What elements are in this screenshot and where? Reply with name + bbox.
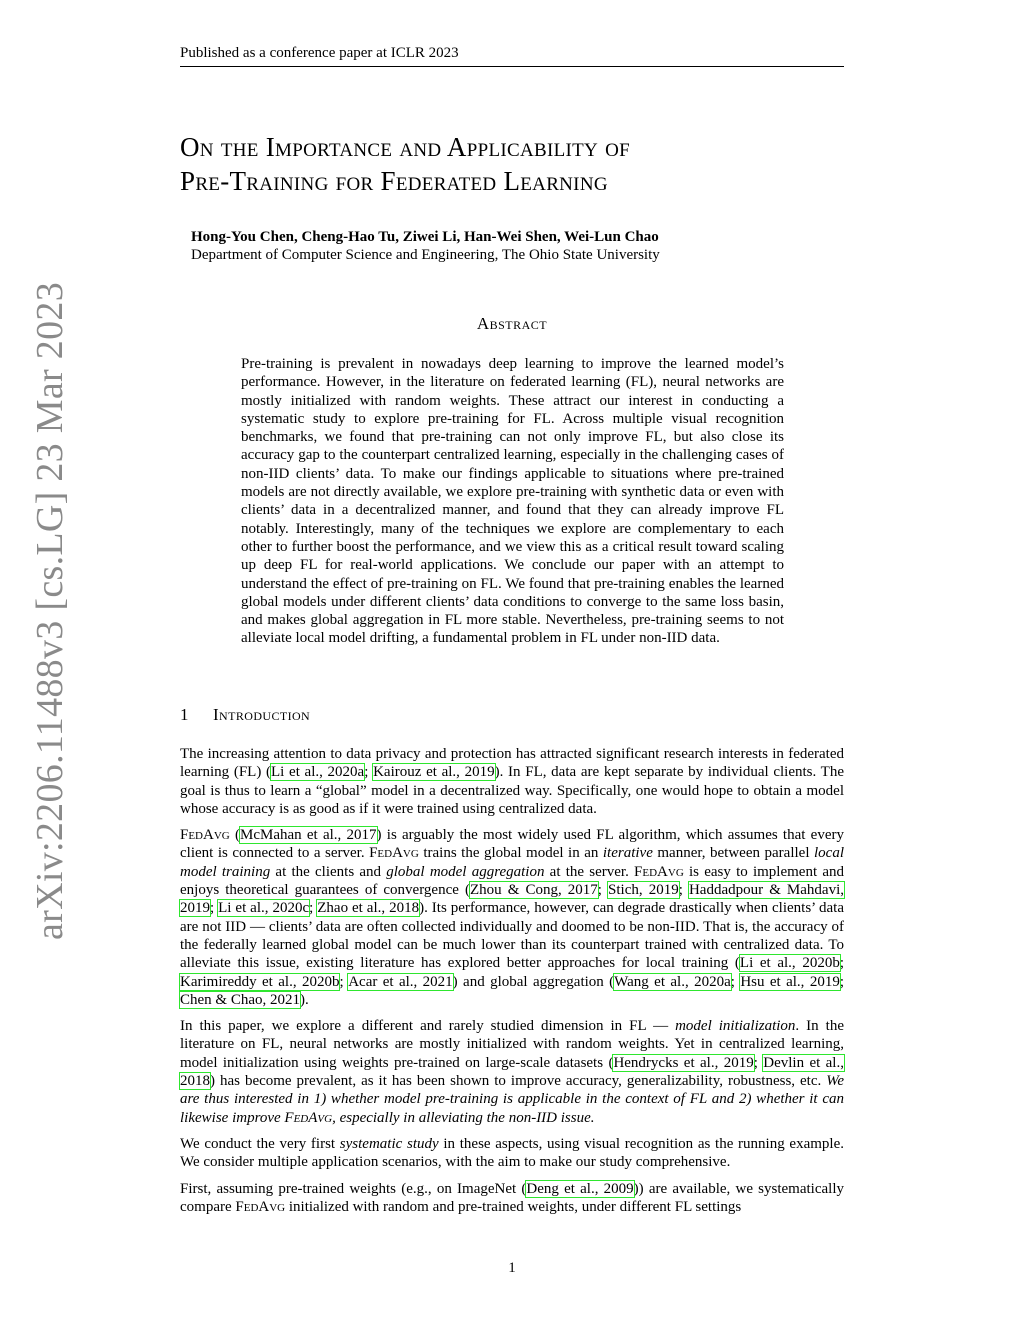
text-span: First, assuming pre-trained weights (e.g., on ImageNet (	[180, 1180, 527, 1197]
text-span: ;	[730, 973, 741, 990]
text-span: ;	[839, 955, 844, 972]
paragraph-3	[180, 1017, 844, 1127]
citation-link[interactable]: Devlin et al., 2018	[180, 1054, 844, 1090]
emphasis: iterative	[602, 845, 653, 862]
citation-link[interactable]: Deng et al., 2009	[526, 1180, 634, 1197]
page-number: 1	[508, 1260, 516, 1276]
text-span: ).	[300, 991, 309, 1008]
citation-link[interactable]: Kairouz et al., 2019	[373, 764, 495, 781]
venue-header: Published as a conference paper at ICLR 2023	[180, 43, 844, 67]
text-span: ;	[364, 764, 374, 781]
emphasis: global model aggregation	[386, 863, 545, 880]
text-span: (	[229, 827, 240, 844]
text-span: ;	[753, 1054, 764, 1071]
text-span: ;	[597, 882, 609, 899]
abstract-heading: Abstract	[476, 314, 548, 333]
paragraph-5	[180, 1180, 844, 1217]
text-span: ;	[210, 900, 219, 917]
paragraph-1	[180, 745, 844, 818]
text-span: is easy to implement and enjoys theoretical guarantees of convergence (	[180, 863, 844, 899]
arxiv-stamp: arXiv:2206.11488v3 [cs.LG] 23 Mar 2023	[29, 282, 71, 940]
method-name: FedAvg	[369, 845, 419, 862]
text-span: trains the global model in an	[418, 845, 603, 862]
text-span: manner, between parallel	[652, 845, 814, 862]
text-span: ) and global aggregation (	[452, 973, 615, 990]
text-span: initialized with random and pre-trained weights, under different FL settings	[285, 1198, 742, 1215]
method-name: FedAvg	[235, 1198, 286, 1215]
section-number: 1	[180, 705, 189, 724]
emphasis: systematic study	[339, 1135, 439, 1152]
citation-link[interactable]: Li et al., 2020c	[218, 900, 310, 917]
citation-link[interactable]: Li et al., 2020a	[271, 764, 365, 781]
emphasis: We are thus interested in 1) whether model pre-training is applicable in the context of FL and 2) whether it can likewise improve	[180, 1073, 844, 1126]
abstract-text: Pre-training is prevalent in nowadays deep learning to improve the learned model’s performance. However, in the literature on federated learning (FL), neural networks are mostly initialized with random weights. These attract our interest in conducting a systematic study to explore pre-training for FL. Across multiple visual recognition benchmarks, we found that pre-training can not only improve FL, but also close its accuracy gap to the counterpart centralized learning, especially in the challenging cases of non-IID clients’ data. To make our findings applicable to situations where pre-trained models are not directly available, we explore pre-training with synthetic data or even with clients’ data in a decentralized manner, and found that they can already improve FL notably. Interestingly, many of the techniques we explore are complementary to each other to further boost the performance, and we view this as a critical result toward scaling up deep FL for real-world applications. We conclude our paper with an attempt to understand the effect of pre-training on FL. We found that pre-training enables the learned global models under different clients’ data conditions to converge to the same loss basin, and makes global aggregation in FL more stable. Nevertheless, pre-training seems to not alleviate local model drifting, a fundamental problem in FL under non-IID data.	[241, 356, 784, 647]
text-span: We conduct the very first	[180, 1135, 340, 1152]
text-span: ) is arguably the most widely used FL algorithm, which assumes that every client is connected to a server.	[180, 827, 844, 862]
section-heading	[180, 704, 844, 726]
citation-link[interactable]: Acar et al., 2021	[348, 973, 453, 990]
citation-link[interactable]: Stich, 2019	[608, 882, 679, 899]
emphasis: local model training	[180, 845, 844, 880]
method-name: FedAvg	[180, 827, 230, 844]
text-span: ). In FL, data are kept separate by individual clients. The goal is thus to learn a “global” model in a decentralized way. Specifically, one would hope to obtain a model whose accuracy is as good as if it were trained using centralized data.	[180, 764, 845, 817]
citation-link[interactable]: Wang et al., 2020a	[614, 973, 731, 990]
citation-link[interactable]: Haddadpour & Mahdavi, 2019	[180, 882, 845, 917]
text-span: . In the literature on FL, neural networks are mostly initialized with random weights. Yet in centralized learning, model initialization using weights pre-trained on large-scale datasets (	[180, 1018, 844, 1071]
citation-link[interactable]: Chen & Chao, 2021	[180, 991, 300, 1008]
paragraph-2	[180, 826, 844, 1009]
citation-link[interactable]: Li et al., 2020b	[739, 955, 840, 972]
emphasis: , especially in alleviating the non-IID issue.	[332, 1109, 595, 1126]
method-name: FedAvg	[284, 1109, 333, 1126]
text-span: ;	[339, 973, 349, 990]
citation-link[interactable]: Hendrycks et al., 2019	[613, 1054, 754, 1071]
intro-body	[180, 745, 844, 1224]
text-span: ;	[839, 973, 844, 990]
paper-title	[180, 130, 844, 198]
text-span: The increasing attention to data privacy and protection has attracted significant research interests in federated learning (FL) (	[180, 746, 844, 781]
text-span: ) has become prevalent, as it has been shown to improve accuracy, generalizability, robustness, etc.	[210, 1073, 827, 1090]
citation-link[interactable]: Karimireddy et al., 2020b	[180, 973, 340, 990]
paragraph-4	[180, 1135, 844, 1172]
text-span: at the server.	[544, 863, 635, 880]
text-span: )) are available, we systematically compare	[180, 1180, 844, 1215]
emphasis: model initialization	[675, 1018, 796, 1035]
title-line-2: Pre-Training for Federated Learning	[180, 166, 608, 196]
citation-link[interactable]: McMahan et al., 2017	[239, 827, 377, 844]
text-span: In this paper, we explore a different and rarely studied dimension in FL —	[180, 1018, 676, 1035]
citation-link[interactable]: Zhou & Cong, 2017	[469, 882, 598, 899]
section-title: Introduction	[213, 705, 311, 724]
citation-link[interactable]: Zhao et al., 2018	[317, 900, 420, 917]
citation-link[interactable]: Hsu et al., 2019	[740, 973, 840, 990]
affiliation: Department of Computer Science and Engineering, The Ohio State University	[191, 247, 660, 263]
text-span: ). Its performance, however, can degrade drastically when clients’ data are not IID — clients’ data are often collected individually and doomed to be non-IID. That is, the accuracy of the federally learned global model can be much lower than its counterpart trained with centralized data. To alleviate this issue, existing literature has explored better approaches for local training (	[180, 900, 844, 972]
text-span: ;	[678, 882, 689, 899]
text-span: at the clients and	[270, 863, 387, 880]
text-span: ;	[309, 900, 318, 917]
author-list: Hong-You Chen, Cheng-Hao Tu, Ziwei Li, Han-Wei Shen, Wei-Lun Chao	[191, 229, 659, 245]
title-line-1: On the Importance and Applicability of	[180, 132, 630, 162]
method-name: FedAvg	[634, 863, 684, 880]
text-span: in these aspects, using visual recognition as the running example. We consider multiple application scenarios, with the aim to make our study comprehensive.	[180, 1135, 844, 1171]
